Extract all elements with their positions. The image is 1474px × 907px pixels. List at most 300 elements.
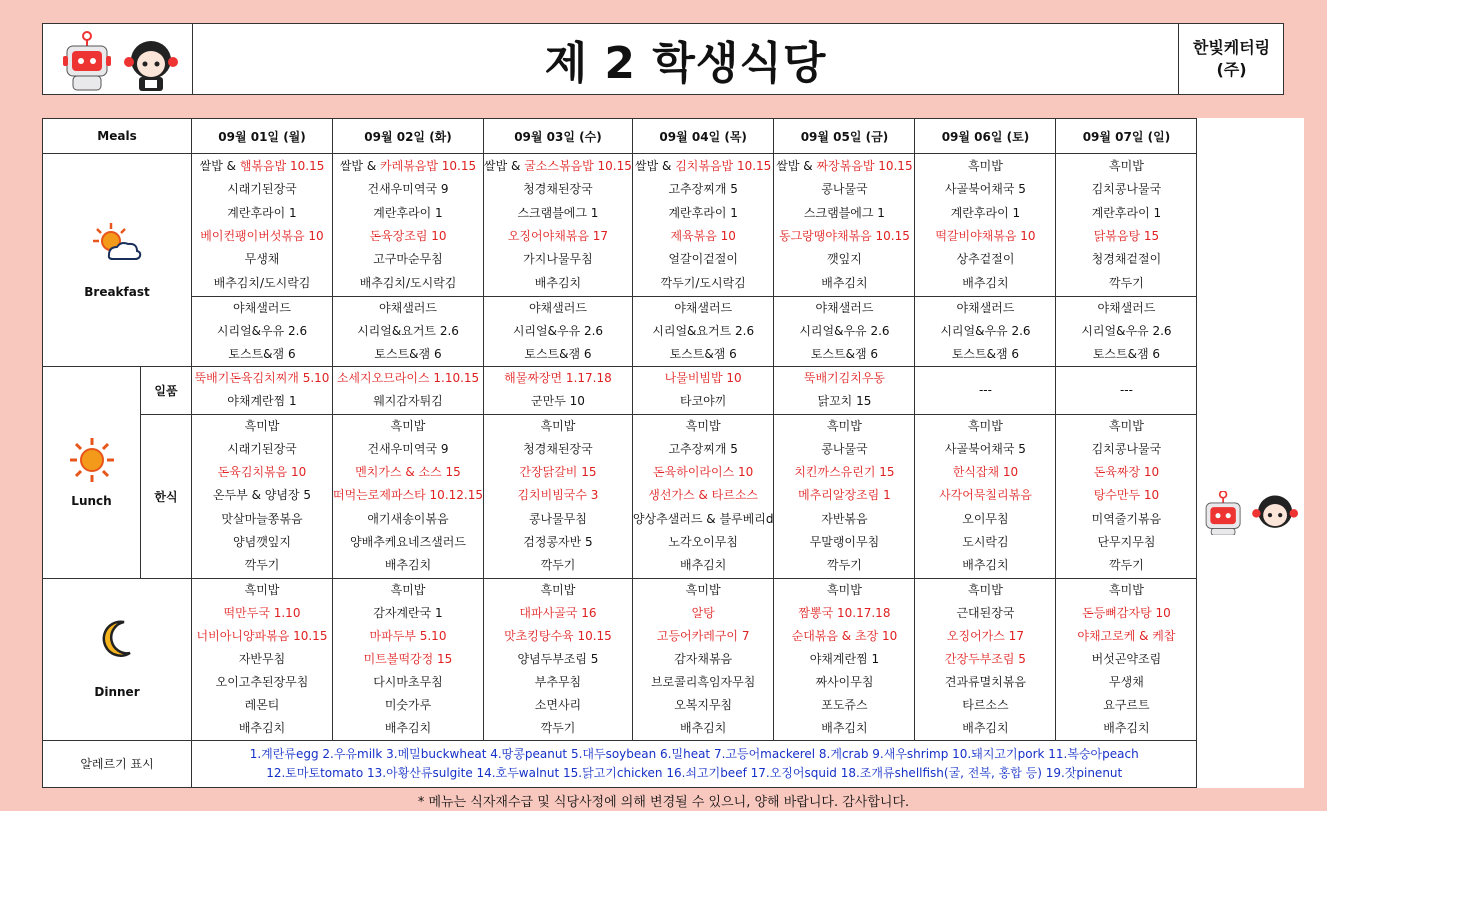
dish-item <box>774 508 914 531</box>
dish-text: 돈육장조림 10 <box>369 229 447 243</box>
dish-item <box>192 602 332 625</box>
dish-item <box>1056 415 1196 438</box>
dish-item <box>192 484 332 507</box>
dish-item <box>484 671 632 694</box>
dish-item <box>915 671 1055 694</box>
dish-text: 미역줄기볶음 <box>1091 511 1162 526</box>
dish-text: 타코야끼 <box>679 394 727 409</box>
allergy-line-2: 12.토마토tomato 13.아황산류sulgite 14.호두walnut 15.닭고기chicken 16.쇠고기beef 17.오징어squid 18.조개류shellfish(굴, 전복, 홍합 등) 19.잣pinenut <box>266 765 1123 780</box>
robot-mascot-icon <box>1199 491 1303 535</box>
dish-text: 양념깻잎지 <box>233 535 291 550</box>
breakfast-cell <box>774 154 915 297</box>
dish-item: 토스트&잼 6 <box>1092 347 1161 361</box>
dish-item <box>192 531 332 554</box>
dish-item <box>192 554 332 577</box>
dish-item: 시리얼&요거트 2.6 <box>357 324 459 338</box>
dish-item: 야채샐러드 <box>379 301 437 315</box>
dish-text: 흑미밥 <box>540 418 576 433</box>
dish-item <box>333 625 483 648</box>
dish-text: 한식잡채 10 <box>952 465 1019 480</box>
dinner-cell <box>484 578 633 740</box>
dish-item <box>1056 225 1196 248</box>
dish-text: 스크램블에그 1 <box>517 205 599 220</box>
dish-item <box>1056 178 1196 201</box>
dish-item <box>192 225 332 248</box>
dish-text: 대파사골국 16 <box>519 605 597 620</box>
lunch-korean-cell <box>915 414 1056 578</box>
lunch-korean-cell <box>192 414 333 578</box>
dish-text: 근대된장국 <box>956 605 1015 620</box>
dish-item <box>1056 602 1196 625</box>
breakfast-extra-row <box>43 297 1304 367</box>
dish-text: 계란후라이 1 <box>1091 205 1162 220</box>
dish-text: 배추김치 <box>384 720 432 735</box>
dish-item <box>484 602 632 625</box>
company-name-line1: 한빛케터링 <box>1192 38 1271 57</box>
lunch-special-cell <box>333 367 484 415</box>
dish-item <box>333 178 483 201</box>
dish-text: --- <box>978 382 992 397</box>
dish-item: 야채샐러드 <box>674 301 733 315</box>
side-mascot-cell <box>1197 119 1304 788</box>
dish-text: 햄볶음밥 10.15 <box>239 158 325 173</box>
dish-item <box>484 178 632 201</box>
dish-text: 흑미밥 <box>968 418 1003 433</box>
dish-item: 시리얼&우유 2.6 <box>799 324 890 338</box>
dish-item <box>774 225 914 248</box>
dish-text: 맛초킹탕수육 10.15 <box>504 628 612 643</box>
day-header: 09월 07일 (일) <box>1056 119 1197 154</box>
dish-item <box>1056 579 1196 602</box>
dish-item <box>774 671 914 694</box>
dish-text: 마파두부 5.10 <box>369 628 447 643</box>
day-header: 09월 02일 (화) <box>333 119 484 154</box>
dish-item <box>484 531 632 554</box>
dish-item: 토스트&잼 6 <box>810 347 879 361</box>
dish-text: 무생채 <box>1109 674 1144 689</box>
dish-text: 계란후라이 1 <box>950 205 1021 220</box>
lunch-korean-cell <box>632 414 774 578</box>
dish-item <box>192 508 332 531</box>
dish-text: 배추김치 <box>384 558 432 573</box>
dish-item <box>333 554 483 577</box>
dish-text: 배추김치 <box>1103 720 1150 735</box>
dish-item: 토스트&잼 6 <box>524 347 592 361</box>
dish-item <box>915 625 1055 648</box>
dish-item <box>484 438 632 461</box>
dish-text: 배추김치/도시락김 <box>359 275 457 290</box>
lunch-label-cell <box>43 367 141 579</box>
dish-text: 버섯곤약조림 <box>1091 651 1162 666</box>
dish-text: 상추겉절이 <box>956 252 1015 267</box>
dish-item <box>774 248 914 271</box>
dinner-label-cell <box>43 578 192 740</box>
lunch-special-cell <box>915 367 1056 415</box>
dish-text: 견과류멸치볶음 <box>944 674 1027 689</box>
dish-text: 소면사리 <box>534 697 582 712</box>
dish-text: 배추김치 <box>679 558 727 573</box>
lunch-korean-cell <box>333 414 484 578</box>
sun-cloud-icon <box>91 221 143 261</box>
dish-text: 배추김치 <box>962 275 1009 290</box>
dish-text: 요구르트 <box>1103 697 1150 712</box>
dish-text: 오징어가스 17 <box>946 628 1024 643</box>
dish-text: 쌀밥 & <box>339 158 381 173</box>
dish-text: 배추김치 <box>962 720 1009 735</box>
lunch-special-cell <box>484 367 633 415</box>
dish-item <box>633 272 774 295</box>
sun-icon <box>68 436 116 484</box>
dish-item <box>633 694 774 717</box>
dish-text: 굴소스볶음밥 10.15 <box>524 158 632 173</box>
dish-item <box>915 602 1055 625</box>
dish-item <box>633 625 774 648</box>
dish-item <box>915 202 1055 225</box>
dish-text: 미트볼떡강정 15 <box>363 651 453 666</box>
dish-item <box>484 202 632 225</box>
dish-text: 쌀밥 & <box>635 158 676 173</box>
dish-text: 배추김치/도시락김 <box>213 275 311 290</box>
dish-text: 온두부 & 양념장 5 <box>213 488 311 503</box>
dish-item <box>774 178 914 201</box>
dish-text: 흑미밥 <box>685 418 721 433</box>
dish-item: 토스트&잼 6 <box>951 347 1020 361</box>
dish-text: 건새우미역국 9 <box>367 441 449 456</box>
dish-text: 가지나물무침 <box>523 252 593 267</box>
dish-text: 쌀밥 & <box>776 158 817 173</box>
dish-text: 떡만두국 1.10 <box>223 605 301 620</box>
dish-item <box>774 202 914 225</box>
lunch-special-cell <box>1056 367 1197 415</box>
dish-text: 흑미밥 <box>390 582 426 597</box>
dish-text: 스크램블에그 1 <box>803 205 885 220</box>
dish-item <box>915 508 1055 531</box>
dish-item <box>192 390 332 413</box>
dish-item: 야채샐러드 <box>528 301 587 315</box>
dish-text: 닭볶음탕 15 <box>1093 229 1160 243</box>
dish-item <box>633 531 774 554</box>
dish-text: 깍두기 <box>244 558 280 573</box>
dish-text: 동그랑땡야채볶음 10.15 <box>778 229 910 243</box>
allergy-line-1: 1.계란류egg 2.우유milk 3.메밀buckwheat 4.땅콩peanut 5.대두soybean 6.밀heat 7.고등어mackerel 8.게crab 9.새우shrimp 10.돼지고기pork 11.복숭아peach <box>249 746 1139 761</box>
dish-text: 미숫가루 <box>384 697 432 712</box>
dish-item <box>774 554 914 577</box>
dinner-label: Dinner <box>94 685 140 700</box>
dish-item <box>774 415 914 438</box>
dish-text: 부추무침 <box>534 674 582 689</box>
dish-item <box>915 272 1055 295</box>
dish-item <box>484 367 632 390</box>
dish-text: 감자계란국 1 <box>373 605 443 620</box>
breakfast-cell <box>632 154 774 297</box>
dish-item: 시리얼&우유 2.6 <box>940 324 1031 338</box>
dish-text: 군만두 10 <box>531 394 585 409</box>
dish-text: 흑미밥 <box>968 158 1003 173</box>
day-header: 09월 04일 (목) <box>632 119 774 154</box>
dish-item <box>192 671 332 694</box>
day-header: 09월 05일 (금) <box>774 119 915 154</box>
dish-item <box>915 438 1055 461</box>
dish-item <box>915 531 1055 554</box>
dish-text: 양념두부조림 5 <box>517 651 599 666</box>
dish-text: 흑미밥 <box>390 418 426 433</box>
dish-item <box>915 717 1055 740</box>
dish-text: 흑미밥 <box>1109 582 1144 597</box>
dish-text: 포도쥬스 <box>821 697 868 712</box>
dish-item <box>192 625 332 648</box>
dish-item <box>333 272 483 295</box>
dish-text: 콩나물무침 <box>528 511 587 526</box>
dish-item <box>633 484 774 507</box>
dish-text: 생선가스 & 타르소스 <box>648 488 759 503</box>
dish-item <box>484 272 632 295</box>
dish-item <box>633 554 774 577</box>
dish-text: 건새우미역국 9 <box>367 182 449 197</box>
dish-text: 사각어묵칠리볶음 <box>939 488 1032 503</box>
dish-item <box>333 461 483 484</box>
dish-text: 무생채 <box>244 252 280 267</box>
dish-text: 짜사이무침 <box>815 674 874 689</box>
dish-text: 흑미밥 <box>827 582 862 597</box>
dish-text: 흑미밥 <box>827 418 862 433</box>
dish-text: 돈육김치볶음 10 <box>217 465 307 480</box>
allergy-label: 알레르기 표시 <box>43 740 192 787</box>
dish-text: 청경채된장국 <box>523 441 593 456</box>
dish-text: 깻잎지 <box>827 252 862 267</box>
dish-text: 시래기된장국 <box>227 441 297 456</box>
dish-item <box>333 248 483 271</box>
dish-text: 베이컨팽이버섯볶음 10 <box>200 229 324 243</box>
dish-text: 계란후라이 1 <box>668 205 738 220</box>
dish-item <box>484 390 632 413</box>
dish-item <box>333 531 483 554</box>
dish-item <box>1056 438 1196 461</box>
dish-item <box>633 390 774 413</box>
dish-text: 야채고로케 & 케찹 <box>1077 628 1176 643</box>
dish-item <box>333 671 483 694</box>
dish-item <box>484 694 632 717</box>
dish-text: 배추김치 <box>238 720 286 735</box>
dish-text: 제육볶음 10 <box>670 229 736 243</box>
dish-text: 검정콩자반 5 <box>523 535 593 550</box>
dish-item <box>774 390 914 413</box>
dish-item <box>633 438 774 461</box>
dish-item <box>484 554 632 577</box>
dish-item: 야채샐러드 <box>1097 301 1156 315</box>
dish-item <box>192 248 332 271</box>
dish-item: 야채샐러드 <box>233 301 291 315</box>
dish-item <box>915 694 1055 717</box>
dish-item <box>333 155 483 178</box>
dish-item <box>484 579 632 602</box>
breakfast-extra-cell <box>484 297 633 367</box>
dish-text: 깍두기 <box>540 720 576 735</box>
dish-text: 배추김치 <box>821 720 868 735</box>
dish-item <box>774 648 914 671</box>
dish-item <box>1056 508 1196 531</box>
dish-item <box>333 438 483 461</box>
dish-text: --- <box>1119 382 1133 397</box>
dinner-cell <box>774 578 915 740</box>
dish-item <box>1056 155 1196 178</box>
day-header: 09월 01일 (월) <box>192 119 333 154</box>
dinner-cell <box>1056 578 1197 740</box>
robot-mascot-icon <box>43 24 192 94</box>
dish-text: 배추김치 <box>821 275 868 290</box>
dish-item <box>774 155 914 178</box>
lunch-korean-cell <box>774 414 915 578</box>
breakfast-cell <box>484 154 633 297</box>
dish-item <box>192 155 332 178</box>
dish-item <box>192 202 332 225</box>
lunch-korean-label: 한식 <box>141 414 192 578</box>
dish-text: 야채계란찜 1 <box>809 651 880 666</box>
dish-text: 자반볶음 <box>821 511 868 526</box>
breakfast-extra-cell <box>333 297 484 367</box>
dish-item <box>192 178 332 201</box>
dish-item <box>1056 531 1196 554</box>
breakfast-cell <box>333 154 484 297</box>
dish-item <box>484 248 632 271</box>
dish-item <box>915 248 1055 271</box>
dish-text: 고구마순무침 <box>373 252 443 267</box>
meals-header: Meals <box>43 119 192 154</box>
dish-item <box>915 415 1055 438</box>
dish-text: 돈육짜장 10 <box>1093 465 1160 480</box>
dish-item <box>1056 202 1196 225</box>
dish-text: 떡갈비야채볶음 10 <box>935 229 1036 243</box>
dish-text: 떠먹는로제파스타 10.12.15 <box>333 488 483 503</box>
dish-item <box>774 717 914 740</box>
lunch-label: Lunch <box>71 494 112 509</box>
dish-item <box>333 202 483 225</box>
dish-item <box>484 625 632 648</box>
breakfast-extra-cell <box>774 297 915 367</box>
menu-table <box>42 118 1304 788</box>
dish-item <box>915 155 1055 178</box>
breakfast-extra-cell <box>192 297 333 367</box>
dish-text: 배추김치 <box>962 558 1009 573</box>
breakfast-cell <box>915 154 1056 297</box>
dish-text: 사골북어채국 5 <box>944 182 1026 197</box>
dish-item: 야채샐러드 <box>815 301 874 315</box>
dish-item <box>333 484 483 507</box>
dish-item <box>192 272 332 295</box>
dish-item <box>1056 625 1196 648</box>
dish-text: 멘치가스 & 소스 15 <box>355 465 461 480</box>
dish-item: 야채샐러드 <box>956 301 1015 315</box>
dish-text: 자반무침 <box>238 651 286 666</box>
dish-item <box>915 554 1055 577</box>
page-title: 제 2 학생식당 <box>544 38 827 89</box>
dish-item <box>915 461 1055 484</box>
dish-text: 맛살마늘쫑볶음 <box>221 511 303 526</box>
dish-item <box>333 648 483 671</box>
dish-item <box>633 155 774 178</box>
dish-item <box>633 225 774 248</box>
dish-text: 김치콩나물국 <box>1091 441 1162 456</box>
dish-text: 해물짜장면 1.17.18 <box>504 371 612 385</box>
dish-item <box>333 717 483 740</box>
dish-item <box>915 648 1055 671</box>
dish-text: 노각오이무침 <box>668 535 738 550</box>
dish-item <box>484 155 632 178</box>
dish-item <box>484 717 632 740</box>
breakfast-row <box>43 154 1304 297</box>
dish-text: 콩나물국 <box>821 182 868 197</box>
dish-item <box>484 648 632 671</box>
dish-item <box>192 579 332 602</box>
dish-item <box>633 579 774 602</box>
dish-text: 계란후라이 1 <box>227 205 297 220</box>
dish-text: 깍두기 <box>1109 558 1144 573</box>
dish-item <box>484 484 632 507</box>
dish-text: 양배추케요네즈샐러드 <box>350 535 466 550</box>
mascot-logo <box>43 24 193 94</box>
day-header: 09월 06일 (토) <box>915 119 1056 154</box>
dish-item <box>333 415 483 438</box>
breakfast-label-cell <box>43 154 192 367</box>
breakfast-extra-cell <box>915 297 1056 367</box>
dish-item <box>1056 648 1196 671</box>
lunch-special-cell <box>632 367 774 415</box>
breakfast-extra-cell <box>1056 297 1197 367</box>
dish-item <box>774 602 914 625</box>
header-row <box>43 119 1304 154</box>
dish-item <box>633 508 774 531</box>
dish-item <box>192 438 332 461</box>
dish-text: 흑미밥 <box>244 418 280 433</box>
dish-item: 시리얼&우유 2.6 <box>512 324 604 338</box>
dish-item <box>633 461 774 484</box>
dish-text: 도시락김 <box>962 535 1009 550</box>
lunch-special-label: 일품 <box>141 367 192 415</box>
lunch-special-cell <box>774 367 915 415</box>
dish-text: 쌀밥 & <box>484 158 525 173</box>
dish-text: 단무지무침 <box>1097 535 1156 550</box>
dish-text: 배추김치 <box>679 720 727 735</box>
dish-text: 얼갈이겉절이 <box>668 252 738 267</box>
dish-text: 타르소스 <box>962 697 1009 712</box>
lunch-special-row <box>43 367 1304 415</box>
dish-text: 콩나물국 <box>821 441 868 456</box>
dish-text: 양상추샐러드 & 블루베리d <box>632 511 774 526</box>
dish-item <box>484 508 632 531</box>
dish-text: 흑미밥 <box>1109 158 1144 173</box>
dinner-cell <box>192 578 333 740</box>
dish-text: 짜장볶음밥 10.15 <box>816 158 913 173</box>
dish-item <box>333 390 483 413</box>
dish-text: 흑미밥 <box>244 582 280 597</box>
dish-item <box>1056 694 1196 717</box>
lunch-korean-cell <box>1056 414 1197 578</box>
allergy-row <box>43 740 1304 787</box>
dinner-cell <box>632 578 774 740</box>
dish-item <box>484 461 632 484</box>
breakfast-cell <box>1056 154 1197 297</box>
dish-item <box>915 379 1055 402</box>
dish-item <box>633 717 774 740</box>
dish-item <box>1056 484 1196 507</box>
dish-item: 시리얼&우유 2.6 <box>216 324 308 338</box>
dish-text: 레몬티 <box>244 697 280 712</box>
dish-text: 깍두기/도시락김 <box>660 275 746 290</box>
dish-item <box>333 367 483 390</box>
dish-item <box>633 248 774 271</box>
dish-text: 닭꼬치 15 <box>817 394 872 409</box>
dish-text: 오복지무침 <box>674 697 733 712</box>
dinner-cell <box>333 578 484 740</box>
